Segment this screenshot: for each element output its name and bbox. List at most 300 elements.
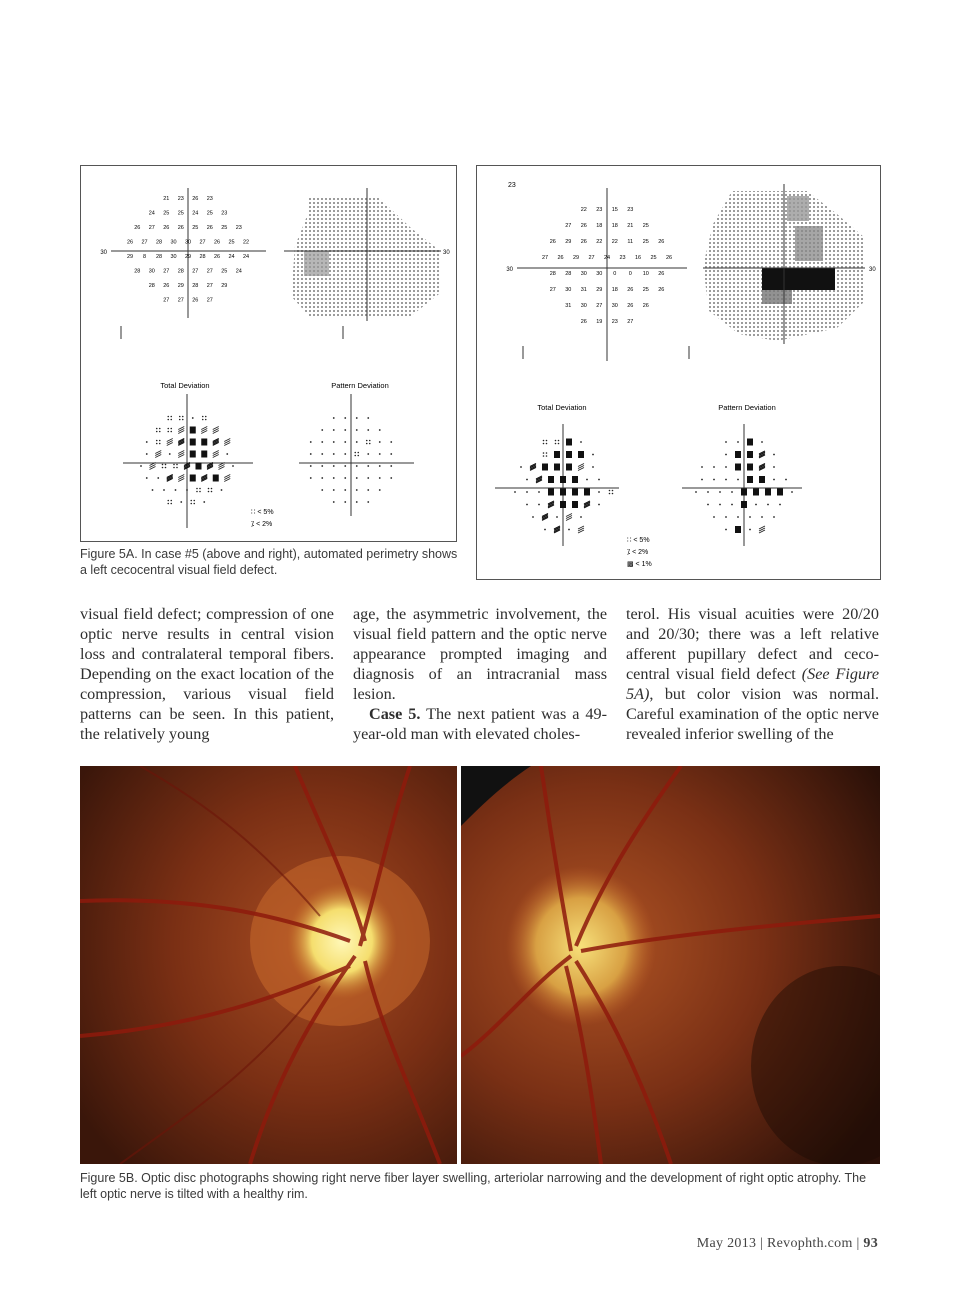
left-value-4-5: 28 xyxy=(199,254,206,260)
right-pd-symbol-4-1 xyxy=(707,491,709,493)
left-value-3-6: 26 xyxy=(213,239,221,246)
right-value-3-3: 27 xyxy=(588,255,595,261)
left-value-2-0: 26 xyxy=(134,225,141,231)
left-pd-symbol-1-2 xyxy=(321,429,323,431)
left-td-symbol-1-5 xyxy=(190,427,196,434)
left-td-symbol-4-8 xyxy=(232,465,234,467)
left-pd-symbol-6-0 xyxy=(321,489,323,491)
left-td-symbol-2-0 xyxy=(146,441,148,443)
left-value-5-6: 25 xyxy=(221,268,228,275)
right-value-5-7: 26 xyxy=(658,287,665,293)
left-td-symbol-6-0 xyxy=(152,489,154,491)
right-td-symbol-1-3 xyxy=(554,451,560,458)
grayscale-defect-dense-right xyxy=(762,268,835,290)
left-value-2-1: 27 xyxy=(148,225,155,231)
left-value-1-0: 24 xyxy=(148,210,155,217)
right-td-symbol-1-5 xyxy=(578,451,584,458)
right-value-4-6: 10 xyxy=(642,271,649,277)
right-value-2-0: 26 xyxy=(549,239,556,245)
right-td-symbol-5-3 xyxy=(560,501,566,508)
body-column-1 xyxy=(80,604,334,744)
right-td-symbol-4-4 xyxy=(560,489,566,496)
right-td-symbol-1-4 xyxy=(566,451,572,458)
right-pd-symbol-2-2 xyxy=(725,466,727,468)
right-value-3-7: 25 xyxy=(650,255,657,261)
right-value-7-0: 26 xyxy=(580,319,587,325)
right-td-symbol-6-1 xyxy=(542,514,548,521)
right-value-2-4: 22 xyxy=(611,239,618,245)
left-pd-symbol-3-2 xyxy=(333,453,335,455)
right-pd-symbol-7-2 xyxy=(725,529,727,531)
left-value-1-2: 25 xyxy=(177,210,184,217)
left-td-symbol-2-2 xyxy=(167,439,173,446)
left-pd-symbol-2-1 xyxy=(321,441,323,443)
right-pd-symbol-4-5 xyxy=(753,489,759,496)
right-td-symbol-7-5 xyxy=(578,526,584,533)
left-td-symbol-5-5 xyxy=(201,475,207,482)
right-td-symbol-4-5 xyxy=(572,489,578,496)
right-pd-symbol-1-4 xyxy=(747,451,753,458)
visual-field-chart-left xyxy=(81,166,456,541)
right-value-6-1: 30 xyxy=(580,303,587,309)
right-td-symbol-3-0 xyxy=(526,479,528,481)
left-td-symbol-4-1 xyxy=(150,463,156,470)
right-td-symbol-2-6 xyxy=(592,466,594,468)
right-value-2-2: 26 xyxy=(580,239,587,245)
left-pd-symbol-5-7 xyxy=(390,477,392,479)
legend-item-left-0: ∷ < 5% xyxy=(251,509,274,516)
left-pd-symbol-4-0 xyxy=(310,465,312,467)
right-td-symbol-5-5 xyxy=(584,501,590,508)
right-pd-symbol-4-6 xyxy=(765,489,771,496)
figure-5a-right-panel xyxy=(476,165,881,580)
right-pd-symbol-5-1 xyxy=(719,504,721,506)
left-pd-symbol-4-3 xyxy=(344,465,346,467)
right-td-symbol-2-2 xyxy=(542,464,548,471)
left-value-5-3: 28 xyxy=(177,268,184,275)
left-value-4-3: 30 xyxy=(170,254,177,260)
axis-label-left-right: 30 xyxy=(506,267,513,273)
right-td-symbol-4-6 xyxy=(584,489,590,496)
right-td-symbol-2-0 xyxy=(520,466,522,468)
right-pd-symbol-0-4 xyxy=(747,439,753,446)
body-paragraph-3 xyxy=(626,604,879,744)
left-td-symbol-1-2 xyxy=(156,428,161,433)
right-value-0-1: 23 xyxy=(596,207,603,213)
right-value-0-0: 22 xyxy=(580,207,587,213)
total-deviation-title-left: Total Deviation xyxy=(160,381,210,390)
left-value-4-4: 29 xyxy=(184,254,192,260)
left-pd-symbol-3-0 xyxy=(310,453,312,455)
left-td-symbol-6-4 xyxy=(196,488,201,493)
right-pd-symbol-1-6 xyxy=(773,454,775,456)
body-paragraph-2a: age, the asymmetric involvement, the visual field pattern and the optic nerve appearance prompted imaging and diagnosis of an intracranial mass lesion. xyxy=(353,605,607,703)
right-value-0-2: 15 xyxy=(611,207,618,213)
right-td-symbol-2-3 xyxy=(554,464,560,471)
left-value-3-3: 30 xyxy=(170,239,177,246)
legend-item-left-1: ⁒ < 2% xyxy=(251,521,273,528)
right-value-7-3: 27 xyxy=(627,319,634,325)
pattern-deviation-title-right: Pattern Deviation xyxy=(718,403,776,412)
right-pd-symbol-6-1 xyxy=(725,516,727,518)
left-pd-symbol-3-6 xyxy=(379,453,381,455)
right-pd-symbol-2-1 xyxy=(713,466,715,468)
right-pd-symbol-2-5 xyxy=(759,464,765,471)
right-value-5-3: 29 xyxy=(596,287,603,293)
right-pd-symbol-2-4 xyxy=(747,464,753,471)
left-td-symbol-5-6 xyxy=(213,475,219,482)
right-pd-symbol-1-2 xyxy=(725,454,727,456)
right-pd-symbol-2-0 xyxy=(701,466,703,468)
right-pd-symbol-0-2 xyxy=(725,441,727,443)
left-td-symbol-1-7 xyxy=(213,427,219,434)
left-value-5-1: 30 xyxy=(148,268,155,275)
left-pd-symbol-1-7 xyxy=(379,429,381,431)
right-value-5-5: 26 xyxy=(627,287,634,293)
right-pd-symbol-6-4 xyxy=(761,516,763,518)
axis-label-right-left: 30 xyxy=(443,250,450,256)
left-td-symbol-3-7 xyxy=(226,453,228,455)
right-value-6-0: 31 xyxy=(565,303,572,309)
left-td-symbol-5-2 xyxy=(167,475,173,482)
page-number: 93 xyxy=(863,1236,878,1251)
right-value-7-1: 19 xyxy=(596,319,603,325)
right-pd-symbol-5-5 xyxy=(767,504,769,506)
total-deviation-plot-right xyxy=(514,439,613,534)
right-pd-symbol-4-8 xyxy=(791,491,793,493)
left-pd-symbol-2-5 xyxy=(366,440,371,445)
right-value-6-3: 30 xyxy=(611,303,618,309)
optic-disc-image-left xyxy=(461,766,880,1164)
left-pd-symbol-6-3 xyxy=(356,489,358,491)
left-pd-symbol-2-0 xyxy=(310,441,312,443)
left-value-3-7: 25 xyxy=(228,239,235,246)
left-pd-symbol-4-5 xyxy=(367,465,369,467)
left-pd-symbol-1-5 xyxy=(356,429,358,431)
left-td-symbol-5-4 xyxy=(190,475,196,482)
left-pd-symbol-2-7 xyxy=(390,441,392,443)
left-pd-symbol-3-5 xyxy=(367,453,369,455)
left-td-symbol-4-3 xyxy=(173,464,178,469)
right-td-symbol-1-6 xyxy=(592,454,594,456)
right-pd-symbol-6-2 xyxy=(737,516,739,518)
left-value-6-0: 28 xyxy=(148,283,155,289)
case-5-label: Case 5. xyxy=(369,705,421,723)
right-pd-symbol-3-0 xyxy=(701,479,703,481)
left-value-7-3: 27 xyxy=(206,297,213,304)
left-td-symbol-3-0 xyxy=(146,453,148,455)
right-td-symbol-0-3 xyxy=(555,440,560,445)
right-pd-symbol-2-3 xyxy=(735,464,741,471)
left-pd-symbol-7-3 xyxy=(344,501,346,503)
right-td-symbol-3-6 xyxy=(598,479,600,481)
right-pd-symbol-3-5 xyxy=(759,476,765,483)
right-td-symbol-6-4 xyxy=(580,516,582,518)
right-pd-symbol-3-4 xyxy=(747,476,753,483)
right-value-2-6: 25 xyxy=(642,239,649,245)
right-value-4-2: 30 xyxy=(580,271,587,277)
left-pd-symbol-3-4 xyxy=(354,452,359,457)
left-td-symbol-7-3 xyxy=(180,501,182,503)
left-pd-symbol-5-1 xyxy=(321,477,323,479)
right-td-symbol-6-3 xyxy=(566,514,572,521)
right-pd-symbol-5-6 xyxy=(779,504,781,506)
left-value-4-2: 28 xyxy=(155,254,163,260)
left-pd-symbol-5-4 xyxy=(356,477,358,479)
right-td-symbol-4-1 xyxy=(526,491,528,493)
right-td-symbol-0-2 xyxy=(543,440,548,445)
right-value-1-5: 25 xyxy=(642,223,649,229)
left-td-symbol-2-4 xyxy=(190,439,196,446)
left-value-4-7: 24 xyxy=(228,254,235,260)
right-pd-symbol-0-5 xyxy=(761,441,763,443)
left-pd-symbol-1-4 xyxy=(344,429,346,431)
figure-reference: (See Figure 5A) xyxy=(626,665,880,703)
right-td-symbol-6-0 xyxy=(532,516,534,518)
left-pd-symbol-7-4 xyxy=(356,501,358,503)
right-pd-symbol-5-0 xyxy=(707,504,709,506)
left-pd-symbol-5-0 xyxy=(310,477,312,479)
right-value-2-3: 22 xyxy=(596,239,603,245)
optic-disc-photo-right-eye xyxy=(80,766,457,1164)
left-value-2-4: 25 xyxy=(192,225,199,231)
left-td-symbol-3-4 xyxy=(190,451,196,458)
right-value-4-7: 26 xyxy=(658,271,665,277)
footer-issue: May 2013 | Revophth.com | xyxy=(696,1236,864,1251)
right-pd-symbol-3-3 xyxy=(737,479,739,481)
left-td-symbol-2-1 xyxy=(156,440,161,445)
right-td-symbol-4-8 xyxy=(609,490,614,495)
right-td-symbol-0-4 xyxy=(566,439,572,446)
page-footer xyxy=(697,1236,878,1252)
right-value-3-8: 26 xyxy=(665,255,673,261)
left-td-symbol-2-3 xyxy=(178,439,184,446)
left-value-2-5: 26 xyxy=(206,225,213,231)
right-pd-symbol-3-7 xyxy=(785,479,787,481)
left-pd-symbol-2-6 xyxy=(379,441,381,443)
body-column-2 xyxy=(353,604,607,744)
left-td-symbol-3-5 xyxy=(201,451,207,458)
left-td-symbol-0-4 xyxy=(192,417,194,419)
left-value-7-0: 27 xyxy=(163,297,170,304)
left-value-3-2: 28 xyxy=(155,239,163,246)
left-td-symbol-0-3 xyxy=(179,416,184,421)
left-td-symbol-5-1 xyxy=(157,477,159,479)
left-td-symbol-5-3 xyxy=(178,475,184,482)
left-td-symbol-6-1 xyxy=(163,489,165,491)
right-pd-symbol-4-0 xyxy=(695,491,697,493)
optic-disc-image-right xyxy=(80,766,457,1164)
right-value-2-7: 26 xyxy=(658,239,665,245)
right-value-4-0: 28 xyxy=(549,271,556,277)
right-td-symbol-2-1 xyxy=(530,464,536,471)
figure-5a-left-panel xyxy=(80,165,457,542)
left-td-symbol-6-5 xyxy=(208,488,213,493)
left-value-7-1: 27 xyxy=(177,297,184,304)
legend-item-right-2: ▩ < 1% xyxy=(627,561,652,568)
left-pd-symbol-5-6 xyxy=(379,477,381,479)
right-value-5-2: 31 xyxy=(580,287,587,293)
right-td-symbol-3-3 xyxy=(560,476,566,483)
right-value-7-2: 23 xyxy=(611,319,618,325)
left-td-symbol-4-6 xyxy=(207,463,213,470)
left-value-5-5: 27 xyxy=(206,268,213,275)
right-pd-symbol-5-2 xyxy=(731,504,733,506)
right-value-5-4: 18 xyxy=(611,287,618,293)
right-value-4-4: 0 xyxy=(613,271,617,277)
left-td-symbol-0-2 xyxy=(167,416,172,421)
right-pd-symbol-3-1 xyxy=(713,479,715,481)
right-td-symbol-5-6 xyxy=(598,504,600,506)
body-column-3 xyxy=(626,604,879,744)
left-pd-symbol-5-5 xyxy=(367,477,369,479)
left-value-2-7: 23 xyxy=(235,225,242,231)
body-paragraph-1: visual field defect; compression of one optic nerve results in central vision loss and contralateral temporal fibers. Depending on the exact location of the compression, various visual field patterns can be seen. In this patient, the relatively young xyxy=(80,605,334,743)
left-value-3-1: 27 xyxy=(141,239,148,246)
left-pd-symbol-4-6 xyxy=(379,465,381,467)
left-pd-symbol-2-2 xyxy=(333,441,335,443)
right-pd-symbol-1-5 xyxy=(759,451,765,458)
left-pd-symbol-4-4 xyxy=(356,465,358,467)
left-value-4-6: 26 xyxy=(213,254,221,260)
right-td-symbol-7-4 xyxy=(568,529,570,531)
right-td-symbol-5-0 xyxy=(526,504,528,506)
left-value-3-0: 26 xyxy=(126,239,134,246)
left-pd-symbol-6-4 xyxy=(367,489,369,491)
right-value-0-3: 23 xyxy=(627,207,634,213)
corner-label-right: 23 xyxy=(508,182,516,189)
body-text-3b: , but color vision was normal. Careful examination of the optic nerve revealed inferior swelling of the xyxy=(626,685,879,743)
right-td-symbol-7-2 xyxy=(544,529,546,531)
total-deviation-title-right: Total Deviation xyxy=(537,403,587,412)
left-pd-symbol-6-2 xyxy=(344,489,346,491)
left-td-symbol-5-0 xyxy=(146,477,148,479)
right-value-3-6: 16 xyxy=(634,255,642,261)
right-value-1-2: 18 xyxy=(596,223,603,229)
right-value-6-4: 26 xyxy=(627,303,634,309)
left-td-symbol-4-5 xyxy=(196,463,202,470)
right-pd-symbol-5-3 xyxy=(741,501,747,508)
left-pd-symbol-0-5 xyxy=(367,417,369,419)
figure-5a-caption: Figure 5A. In case #5 (above and right), automated perimetry shows a left cecocentral visual field defect. xyxy=(80,547,458,577)
right-value-2-1: 29 xyxy=(565,239,572,245)
left-td-symbol-3-2 xyxy=(169,453,171,455)
left-value-3-4: 30 xyxy=(184,239,192,246)
left-td-symbol-7-5 xyxy=(203,501,205,503)
left-pd-symbol-2-4 xyxy=(356,441,358,443)
left-pd-symbol-0-4 xyxy=(356,417,358,419)
right-value-4-3: 30 xyxy=(596,271,603,277)
right-td-symbol-3-5 xyxy=(586,479,588,481)
right-value-1-4: 21 xyxy=(627,223,634,229)
visual-field-chart-right xyxy=(477,166,880,579)
axis-label-left-left: 30 xyxy=(100,250,107,256)
right-value-4-5: 0 xyxy=(628,271,632,277)
left-td-symbol-2-6 xyxy=(213,439,219,446)
left-td-symbol-5-7 xyxy=(224,475,230,482)
left-value-5-4: 27 xyxy=(192,268,199,275)
left-pd-symbol-5-2 xyxy=(333,477,335,479)
right-pd-symbol-7-3 xyxy=(735,526,741,533)
right-value-3-1: 26 xyxy=(557,255,564,261)
right-pd-symbol-4-3 xyxy=(731,491,733,493)
right-value-6-5: 26 xyxy=(642,303,649,309)
left-td-symbol-1-3 xyxy=(167,428,172,433)
left-value-0-0: 21 xyxy=(163,196,170,202)
left-value-6-1: 26 xyxy=(163,283,170,289)
left-td-symbol-7-4 xyxy=(190,500,195,505)
left-pd-symbol-7-5 xyxy=(367,501,369,503)
left-value-2-6: 25 xyxy=(221,225,228,231)
right-td-symbol-0-5 xyxy=(580,441,582,443)
right-pd-symbol-7-5 xyxy=(759,526,765,533)
right-value-6-2: 27 xyxy=(596,303,603,309)
right-pd-symbol-2-6 xyxy=(773,466,775,468)
right-value-4-1: 28 xyxy=(565,271,572,277)
right-pd-symbol-0-3 xyxy=(737,441,739,443)
body-paragraph-2b xyxy=(353,704,607,744)
right-pd-symbol-6-5 xyxy=(773,516,775,518)
left-td-symbol-0-5 xyxy=(202,416,207,421)
left-td-symbol-1-4 xyxy=(178,427,184,434)
right-td-symbol-5-4 xyxy=(572,501,578,508)
right-value-3-5: 23 xyxy=(619,255,626,261)
right-pd-symbol-1-3 xyxy=(735,451,741,458)
left-value-3-8: 22 xyxy=(242,239,250,246)
grayscale-defect-upper-right xyxy=(787,196,809,221)
right-td-symbol-1-2 xyxy=(543,452,548,457)
left-td-symbol-2-7 xyxy=(224,439,230,446)
left-pd-symbol-4-1 xyxy=(321,465,323,467)
left-value-0-3: 23 xyxy=(206,196,213,202)
left-value-6-3: 28 xyxy=(192,283,199,289)
left-pd-symbol-0-3 xyxy=(344,417,346,419)
left-pd-symbol-1-6 xyxy=(367,429,369,431)
left-value-1-3: 24 xyxy=(192,210,199,217)
left-value-6-4: 27 xyxy=(206,283,213,289)
left-value-4-8: 24 xyxy=(242,254,250,260)
left-td-symbol-6-2 xyxy=(175,489,177,491)
right-pd-symbol-3-6 xyxy=(773,479,775,481)
left-value-1-4: 25 xyxy=(206,210,213,217)
right-td-symbol-3-2 xyxy=(548,476,554,483)
grayscale-defect-left xyxy=(304,251,329,276)
right-td-symbol-4-7 xyxy=(598,491,600,493)
left-td-symbol-2-5 xyxy=(201,439,207,446)
pattern-deviation-title-left: Pattern Deviation xyxy=(331,381,389,390)
left-td-symbol-3-3 xyxy=(178,451,184,458)
left-pd-symbol-3-3 xyxy=(344,453,346,455)
left-td-symbol-6-6 xyxy=(221,489,223,491)
right-td-symbol-3-1 xyxy=(536,476,542,483)
left-value-6-5: 29 xyxy=(221,283,228,289)
right-value-1-1: 26 xyxy=(580,223,587,229)
left-value-2-2: 26 xyxy=(163,225,170,231)
right-value-2-5: 11 xyxy=(627,239,634,245)
body-text-3a: terol. His visual acuities were 20/20 and 20/30; there was a left relative afferent pupillary defect and ceco-central visual field defect xyxy=(626,605,879,683)
right-value-3-0: 27 xyxy=(541,255,549,261)
left-pd-symbol-3-7 xyxy=(390,453,392,455)
left-value-0-1: 23 xyxy=(177,196,184,202)
right-pd-symbol-7-4 xyxy=(749,529,751,531)
right-value-5-0: 27 xyxy=(549,287,556,293)
left-td-symbol-7-2 xyxy=(167,500,172,505)
left-pd-symbol-4-2 xyxy=(333,465,335,467)
left-value-5-7: 24 xyxy=(235,268,242,275)
left-value-7-2: 26 xyxy=(192,297,199,304)
left-value-0-2: 26 xyxy=(192,196,199,202)
right-pd-symbol-4-7 xyxy=(777,489,783,496)
